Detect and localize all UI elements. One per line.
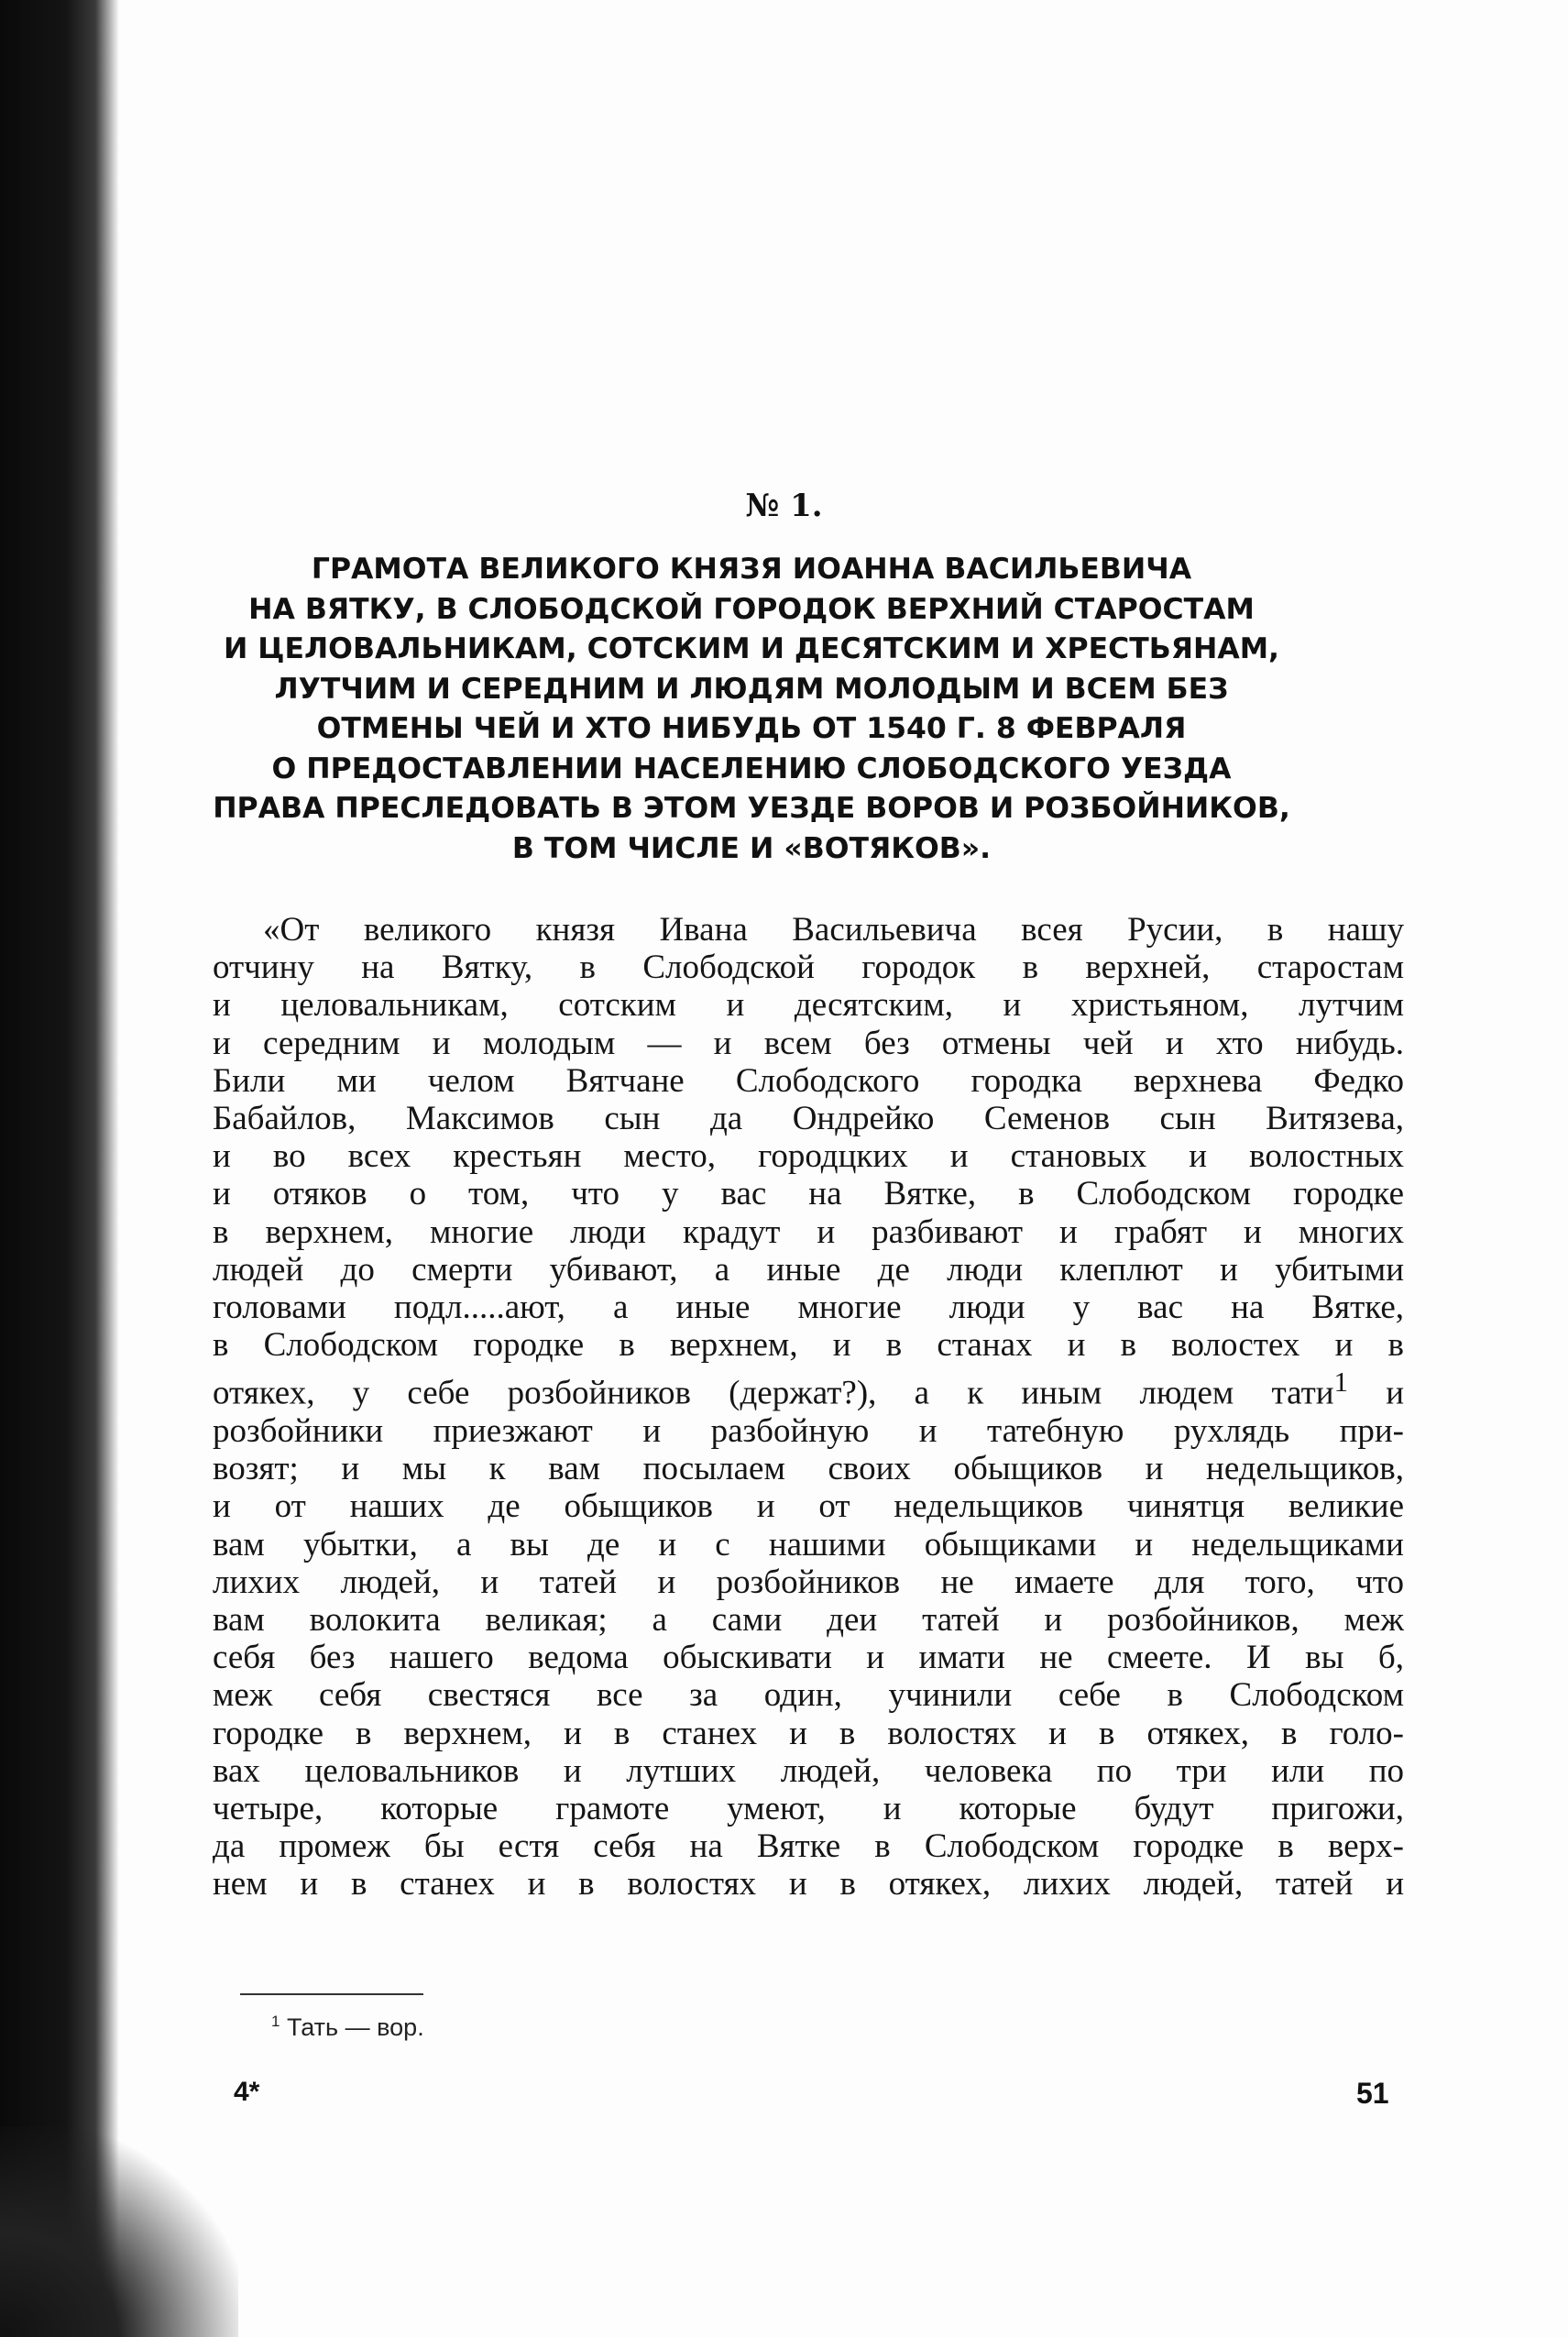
text-line: и от наших де обыщиков и от недельщиков чинятця великие	[213, 1487, 1404, 1526]
text-line: в верхнем, многие люди крадут и разбивают и грабят и многих	[213, 1212, 1404, 1251]
title-line: В ТОМ ЧИСЛЕ И «ВОТЯКОВ».	[511, 831, 992, 865]
text-line: и отяков о том, что у вас на Вятке, в Слободском городке	[213, 1175, 1404, 1213]
text-line: и целовальникам, сотским и десятским, и христьяном, лутчим	[213, 986, 1404, 1025]
footnote-text: Тать — вор.	[286, 2013, 424, 2041]
title-line: НА ВЯТКУ, В СЛОБОДСКОЙ ГОРОДОК ВЕРХНИЙ СТАРОСТАМ	[248, 592, 1255, 626]
text-line: Бабайлов, Максимов сын да Ондрейко Семенов сын Витязева,	[213, 1100, 1404, 1138]
text-line: возят; и мы к вам посылаем своих обыщиков и недельщиков,	[213, 1450, 1404, 1488]
text-line: и середним и молодым — и всем без отмены чей и хто нибудь.	[213, 1024, 1404, 1062]
text-line: вам волокита великая; а сами деи татей и розбойников, меж	[213, 1600, 1404, 1639]
text-line: в Слободском городке в верхнем, и в станах и в волостех и в	[213, 1326, 1404, 1365]
text-line-with-footnote	[213, 1364, 1404, 1412]
book-corner-shadow	[0, 2126, 238, 2337]
text-line: лихих людей, и татей и розбойников не имаете для того, что	[213, 1563, 1404, 1601]
text-line: меж себя свестяся все за один, учинили себе в Слободском	[213, 1676, 1404, 1715]
text-line: вам убытки, а вы де и с нашими обыщиками и недельщиками	[213, 1525, 1404, 1563]
document-number: № 1.	[745, 488, 823, 524]
title-line: ГРАМОТА ВЕЛИКОГО КНЯЗЯ ИОАННА ВАСИЛЬЕВИЧА	[311, 553, 1192, 586]
text-line: нем и в станех и в волостях и в отякех, лихих людей, татей и	[213, 1865, 1404, 1904]
charter-text	[213, 911, 1404, 1904]
text-line: «От великого князя Ивана Васильевича всея Русии, в нашу	[263, 911, 1404, 949]
page-number: 51	[1356, 2077, 1389, 2110]
text-line: да промеж бы естя себя на Вятке в Слободском городке в верх-	[213, 1827, 1404, 1866]
text-line: людей до смерти убивают, а иные де люди клеплют и убитыми	[213, 1250, 1404, 1289]
text-line: головами подл.....ают, а иные многие люди у вас на Вятке,	[213, 1289, 1404, 1327]
title-line: О ПРЕДОСТАВЛЕНИИ НАСЕЛЕНИЮ СЛОБОДСКОГО УЕЗДА	[271, 752, 1232, 785]
text-line: отчину на Вятку, в Слободской городок в верхней, старостам	[213, 949, 1404, 987]
title-line: ПРАВА ПРЕСЛЕДОВАТЬ В ЭТОМ УЕЗДЕ ВОРОВ И РОЗБОЙНИКОВ,	[213, 792, 1290, 825]
text-line: и во всех крестьян место, городцких и становых и волостных	[213, 1137, 1404, 1176]
book-spine-shadow	[0, 0, 119, 2337]
text-line-main: отякех, у себе розбойников (держат?), а к иным людем тати	[213, 1374, 1334, 1412]
text-line: Били ми челом Вятчане Слободского городка верхнева Федко	[213, 1061, 1404, 1100]
text-line: четыре, которые грамоте умеют, и которые будут пригожи,	[213, 1790, 1404, 1827]
text-line: вах целовальников и лутших людей, человека по три или по	[213, 1751, 1404, 1790]
footnote-number: 1	[271, 2013, 280, 2030]
text-line: городке в верхнем, и в станех и в волостях и в отякех, в голо-	[213, 1714, 1404, 1752]
title-line: ЛУТЧИМ И СЕРЕДНИМ И ЛЮДЯМ МОЛОДЫМ И ВСЕМ БЕЗ	[274, 672, 1229, 706]
text-line-tail: и	[1386, 1374, 1404, 1412]
title-line: И ЦЕЛОВАЛЬНИКАМ, СОТСКИМ И ДЕСЯТСКИМ И ХРЕСТЬЯНАМ,	[223, 632, 1280, 665]
text-line: себя без нашего ведома обыскивати и имати не смеете. И вы б,	[213, 1639, 1404, 1677]
footnote-ref: 1	[1333, 1366, 1348, 1399]
title-line: ОТМЕНЫ ЧЕЙ И ХТО НИБУДЬ ОТ 1540 Г. 8 ФЕВРАЛЯ	[316, 712, 1187, 745]
document-title	[165, 550, 1338, 869]
footnote-divider	[240, 1993, 423, 1995]
signature-mark: 4*	[234, 2077, 260, 2107]
footnote	[271, 2013, 424, 2042]
text-line: розбойники приезжают и разбойную и татебную рухлядь при-	[213, 1411, 1404, 1450]
